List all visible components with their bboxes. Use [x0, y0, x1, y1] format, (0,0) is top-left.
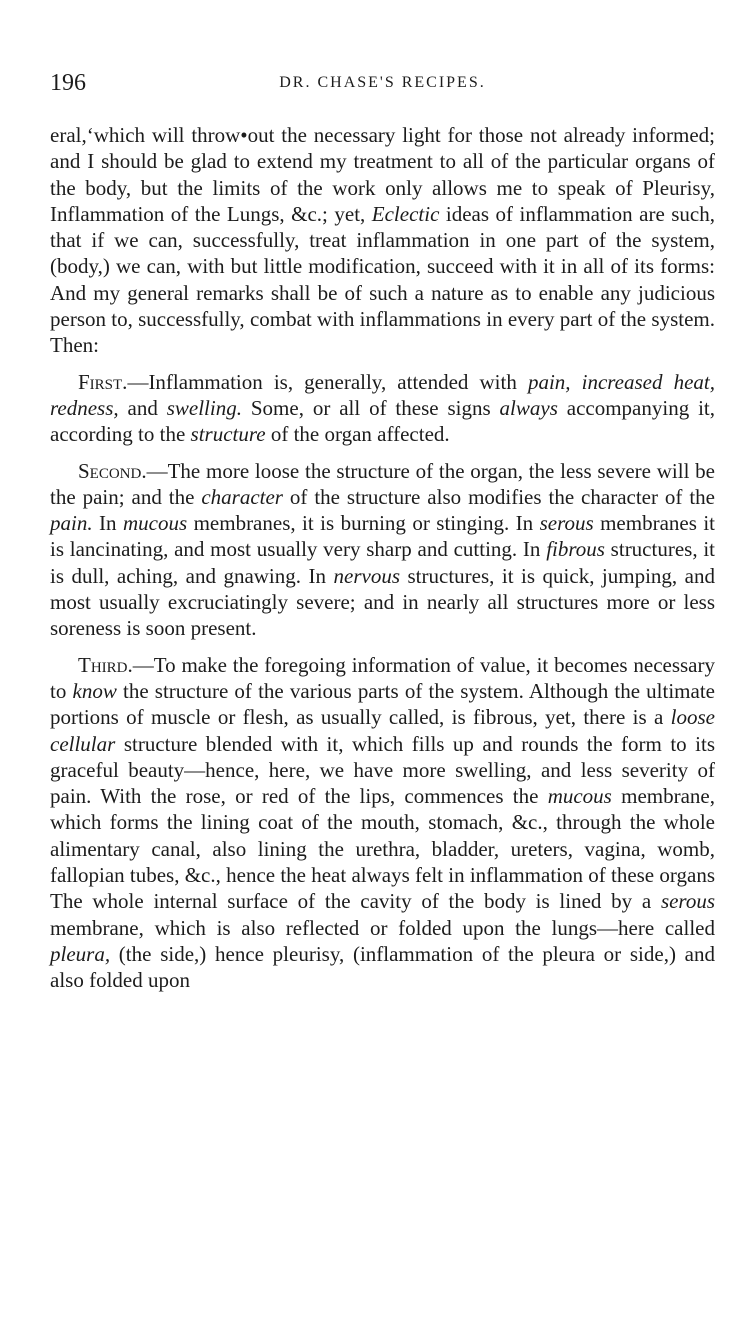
paragraph-second — [50, 458, 715, 642]
italic-text: serous — [660, 889, 715, 914]
italic-text: character — [201, 484, 283, 509]
section-lead: First. — [78, 369, 128, 394]
text-run: of the structure also modifies the character of the — [282, 484, 715, 509]
paragraph-continuation — [50, 122, 715, 359]
italic-text: swelling. — [166, 395, 242, 420]
body-text — [50, 122, 715, 994]
italic-text: pain, increased heat, redness, — [50, 369, 715, 420]
italic-text: serous — [539, 511, 594, 536]
italic-text: Eclectic — [371, 201, 440, 226]
text-run: membranes, it is burning or stinging. In — [187, 511, 540, 536]
text-run: membranes it is lancinating, and most usually very sharp and cutting. In — [50, 511, 715, 562]
page-number: 196 — [50, 70, 86, 96]
italic-text: mucous — [547, 784, 612, 809]
text-run: the structure of the various parts of the system. Although the ultimate portions of muscle or flesh, as usually called, is fibrous, yet, there is a — [50, 678, 715, 730]
text-run: structure blended with it, which fills up and rounds the form to its graceful beauty—hence, here, we have more swelling, and less severity of pain. With the rose, or red of the lips, commences the — [50, 731, 715, 809]
page-header — [50, 70, 715, 104]
italic-text: always — [499, 395, 558, 420]
text-run: structures, it is quick, jumping, and most usually excruciatingly severe; and in nearly all structures more or less soreness is soon present. — [50, 563, 715, 641]
text-run: —The more loose the structure of the organ, the less severe will be the pain; and the — [50, 458, 715, 509]
text-run: membrane, which is also reflected or folded upon the lungs—here called — [50, 915, 715, 940]
paragraph-third — [50, 652, 715, 994]
book-page — [50, 70, 715, 1004]
text-run: —Inflammation is, generally, attended with — [127, 369, 528, 394]
italic-text: pleura, — [50, 941, 111, 966]
section-lead: Third. — [78, 652, 133, 677]
italic-text: pain. — [50, 511, 93, 536]
italic-text: mucous — [122, 511, 188, 536]
italic-text: fibrous — [546, 537, 605, 562]
italic-text: know — [72, 678, 117, 703]
italic-text: loose cellular — [50, 705, 715, 756]
text-run: —To make the foregoing information of value, it becomes necessary to — [50, 652, 715, 703]
text-run: and — [118, 395, 167, 420]
running-title: DR. CHASE'S RECIPES. — [279, 74, 486, 91]
italic-text: nervous — [333, 563, 400, 588]
paragraph-first — [50, 369, 715, 448]
text-run: ideas of inflammation are such, that if we can, successfully, treat inflammation in one part of the system, (body,) we can, with but little modification, succeed with it in all of its forms: And my general remarks shall be of such a nature as to enable any judicious person to, successfully, combat with inflammations in every part of the system. Then: — [50, 201, 716, 358]
text-run: of the organ affected. — [265, 422, 450, 447]
italic-text: structure — [190, 422, 266, 447]
text-run: membrane, which forms the lining coat of the mouth, stomach, &c., through the whole alimentary canal, also lining the urethra, bladder, ureters, vagina, womb, fallopian tubes, &c., hence the heat always felt in inflammation of these organs The whole internal surface of the cavity of the body is lined by a — [50, 784, 715, 914]
text-run: structures, it is dull, aching, and gnawing. In — [50, 537, 716, 588]
text-run: (the side,) hence pleurisy, (inflammation of the pleura or side,) and also folded upon — [50, 941, 715, 993]
text-run: accompanying it, according to the — [50, 395, 716, 447]
section-lead: Second. — [78, 458, 147, 483]
text-run: Some, or all of these signs — [241, 395, 500, 420]
text-run: In — [92, 511, 123, 536]
text-run: eral,ʻwhich will throw•out the necessary light for those not already informed; and I should be glad to extend my treatment to all of the particular organs of the body, but the limits of the work only allows me to speak of Pleurisy, Inflammation of the Lungs, &c.; yet, — [50, 123, 715, 226]
